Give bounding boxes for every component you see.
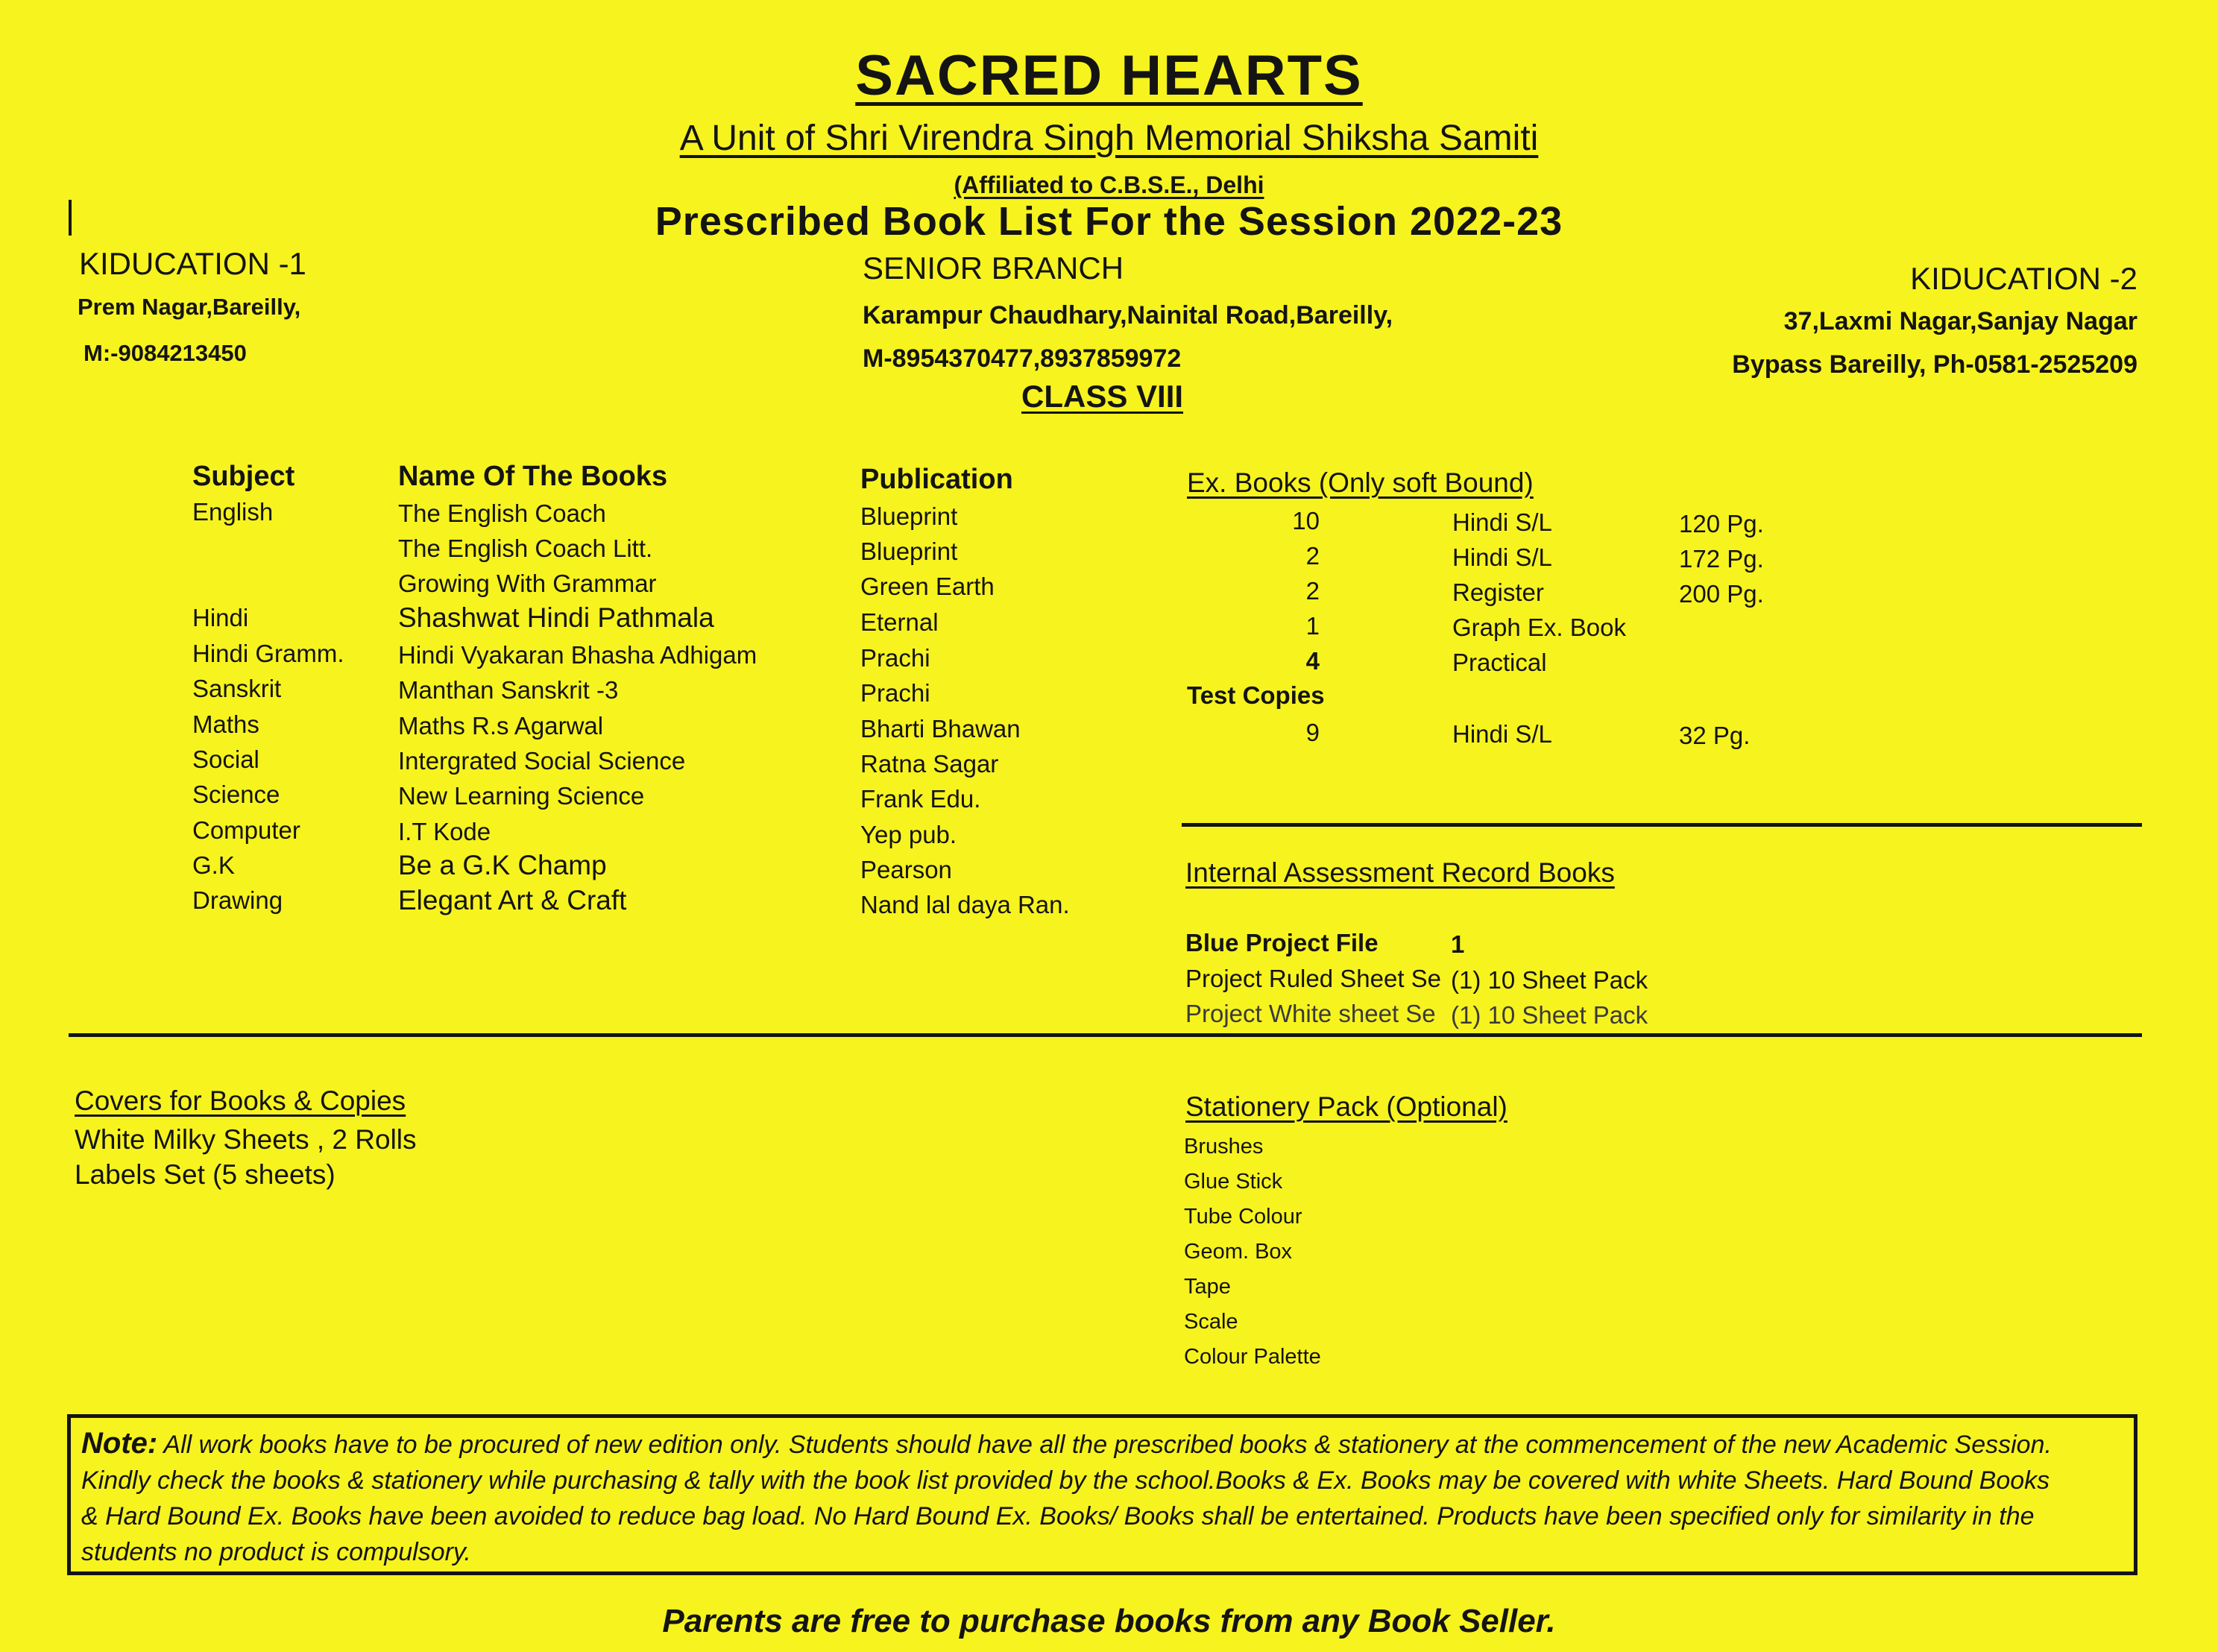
col-header-name: Name Of The Books	[398, 461, 668, 492]
exbook-qty: 1	[1305, 612, 1320, 640]
internal-item: Blue Project File	[1185, 929, 1379, 956]
section-divider	[69, 1033, 2142, 1037]
book-publication: Blueprint	[860, 502, 958, 530]
covers-title: Covers for Books & Copies	[75, 1085, 406, 1116]
stationery-title: Stationery Pack (Optional)	[1185, 1091, 1507, 1122]
book-subject: Science	[192, 781, 280, 808]
stationery-item: Tape	[1184, 1275, 1231, 1299]
exbook-pages: 200 Pg.	[1679, 580, 1764, 608]
stationery-item: Glue Stick	[1184, 1170, 1283, 1194]
exbook-pages: 172 Pg.	[1679, 545, 1764, 573]
book-name: Shashwat Hindi Pathmala	[398, 602, 714, 633]
cover-item: White Milky Sheets , 2 Rolls	[75, 1124, 417, 1155]
book-subject: Sanskrit	[192, 675, 282, 702]
book-name: Be a G.K Champ	[398, 850, 607, 880]
book-publication: Ratna Sagar	[860, 750, 999, 778]
branch-right-phone: Bypass Bareilly, Ph-0581-2525209	[1732, 350, 2137, 379]
book-name: New Learning Science	[398, 782, 645, 810]
book-publication: Prachi	[860, 644, 930, 672]
book-subject: Drawing	[192, 886, 283, 914]
book-publication: Eternal	[860, 608, 939, 636]
internal-title: Internal Assessment Record Books	[1185, 857, 1615, 888]
stationery-item: Tube Colour	[1184, 1205, 1302, 1229]
book-subject: Social	[192, 745, 259, 773]
exbook-qty: 10	[1292, 507, 1320, 535]
school-subtitle: A Unit of Shri Virendra Singh Memorial Shiksha Samiti	[679, 119, 1539, 158]
book-name: Growing With Grammar	[398, 570, 657, 597]
stationery-item: Scale	[1184, 1310, 1238, 1334]
stationery-item: Colour Palette	[1184, 1345, 1321, 1369]
book-name: Maths R.s Agarwal	[398, 712, 604, 740]
book-name: The English Coach	[398, 499, 606, 527]
test-copy-qty: 9	[1305, 719, 1320, 746]
branch-center-address: Karampur Chaudhary,Nainital Road,Bareilly,	[863, 301, 1393, 330]
exbook-pages: 120 Pg.	[1679, 510, 1764, 537]
book-subject: English	[192, 498, 274, 526]
col-header-publication: Publication	[860, 464, 1013, 495]
branch-left-phone: M:-9084213450	[84, 340, 247, 366]
book-name: The English Coach Litt.	[398, 535, 653, 562]
book-publication: Blueprint	[860, 537, 958, 565]
footer-text: Parents are free to purchase books from any Book Seller.	[662, 1603, 1556, 1639]
book-name: Elegant Art & Craft	[398, 885, 627, 915]
exbook-qty: 4	[1305, 647, 1320, 675]
session-title: Prescribed Book List For the Session 2022-23	[655, 199, 1563, 244]
book-name: Intergrated Social Science	[398, 747, 686, 775]
col-header-subject: Subject	[192, 461, 295, 492]
book-subject: Hindi	[192, 604, 249, 631]
exbook-type: Practical	[1452, 649, 1547, 676]
branch-left-name: KIDUCATION -1	[79, 246, 306, 281]
exbooks-title: Ex. Books (Only soft Bound)	[1187, 467, 1534, 498]
test-copy-type: Hindi S/L	[1452, 720, 1552, 748]
book-publication: Prachi	[860, 679, 930, 707]
section-divider	[1182, 823, 2142, 827]
exbook-qty: 2	[1305, 577, 1320, 605]
stationery-item: Brushes	[1184, 1135, 1264, 1158]
book-name: Manthan Sanskrit -3	[398, 676, 619, 704]
exbook-type: Hindi S/L	[1452, 543, 1552, 571]
internal-item: Project Ruled Sheet Se	[1185, 965, 1442, 992]
book-subject: Computer	[192, 816, 300, 844]
internal-qty: (1) 10 Sheet Pack	[1451, 966, 1648, 994]
book-publication: Yep pub.	[860, 821, 957, 848]
branch-center-phone: M-8954370477,8937859972	[863, 344, 1182, 373]
book-subject: Maths	[192, 710, 259, 738]
book-publication: Pearson	[860, 856, 952, 883]
internal-qty: 1	[1451, 930, 1465, 958]
book-publication: Nand lal daya Ran.	[860, 891, 1070, 918]
book-publication: Bharti Bhawan	[860, 715, 1021, 743]
exbook-type: Graph Ex. Book	[1452, 614, 1626, 641]
branch-right-address: 37,Laxmi Nagar,Sanjay Nagar	[1783, 307, 2137, 335]
branch-right-name: KIDUCATION -2	[1910, 261, 2137, 296]
internal-qty: (1) 10 Sheet Pack	[1451, 1001, 1648, 1029]
note-box	[67, 1414, 2137, 1575]
branch-center-name: SENIOR BRANCH	[863, 250, 1124, 286]
book-publication: Green Earth	[860, 573, 995, 600]
school-title: SACRED HEARTS	[855, 44, 1363, 107]
exbook-qty: 2	[1305, 542, 1320, 570]
class-title: CLASS VIII	[1021, 379, 1184, 414]
exbook-type: Hindi S/L	[1452, 508, 1552, 536]
stationery-item: Geom. Box	[1184, 1240, 1293, 1264]
book-subject: G.K	[192, 851, 235, 879]
book-subject: Hindi Gramm.	[192, 640, 344, 667]
note-label: Note:	[81, 1427, 158, 1460]
note-body: All work books have to be procured of new edition only. Students should have all the prescribed books & stationery at the commencement of the new Academic Session. Kindly check the books & stationery while purchasing & tally with the book list provided by the school.Books & Ex. Books may be covered with white Sheets. Hard Bound Books & Hard Bound Ex. Books have been avoided to reduce bag load. No Hard Bound Ex. Books/ Books shall be entertained. Products have been specified only for similarity in the students no product is compulsory.	[81, 1431, 2052, 1566]
branch-left-address: Prem Nagar,Bareilly,	[78, 294, 301, 320]
book-publication: Frank Edu.	[860, 785, 981, 813]
cover-item: Labels Set (5 sheets)	[75, 1159, 335, 1190]
exbook-type: Register	[1452, 578, 1544, 606]
internal-item: Project White sheet Se	[1185, 1000, 1436, 1027]
book-name: I.T Kode	[398, 818, 491, 845]
note-text	[81, 1425, 2064, 1570]
test-copy-pages: 32 Pg.	[1679, 722, 1751, 749]
book-name: Hindi Vyakaran Bhasha Adhigam	[398, 641, 757, 669]
affiliation: (Affiliated to C.B.S.E., Delhi	[954, 171, 1264, 198]
test-copies-title: Test Copies	[1187, 681, 1325, 709]
